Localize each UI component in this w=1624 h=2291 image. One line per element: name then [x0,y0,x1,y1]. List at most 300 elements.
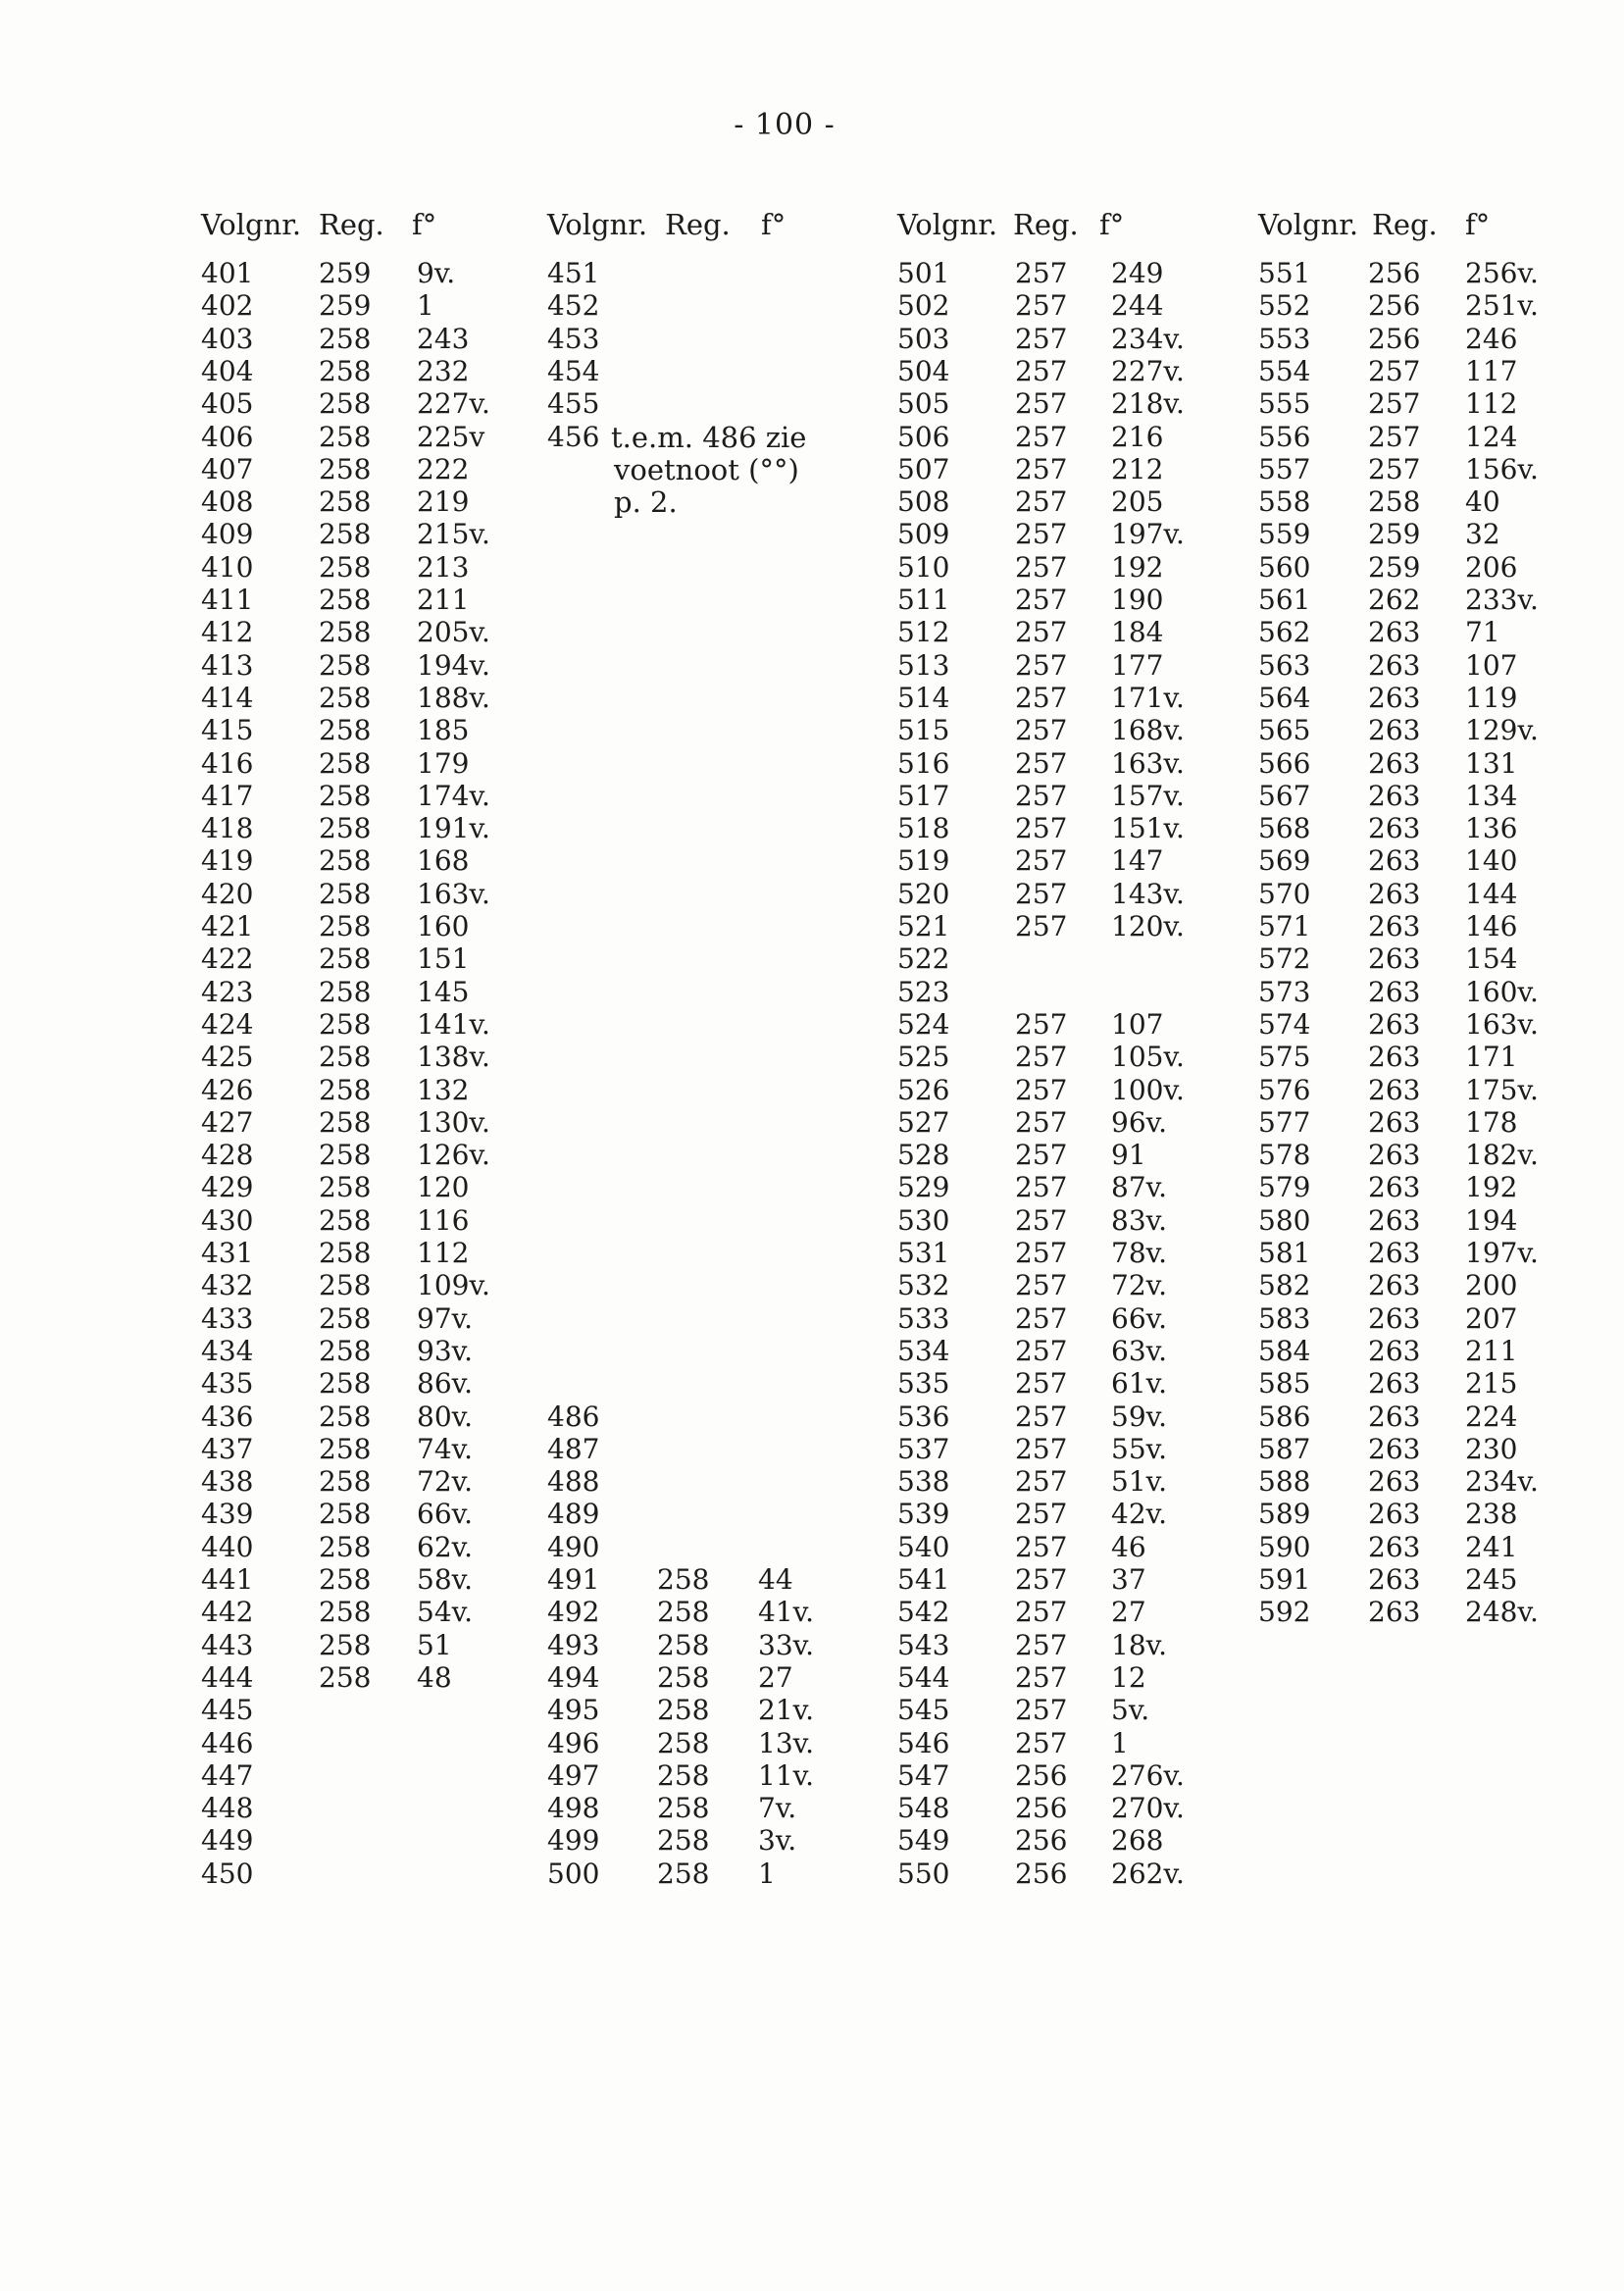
folio-cell: 72v. [1111,1269,1168,1302]
volgnr-cell: 424 [201,1007,254,1041]
folio-cell: 248v. [1465,1596,1539,1629]
volgnr-cell: 431 [201,1237,254,1269]
folio-cell: 1 [417,289,434,323]
folio-cell: 179 [417,746,470,780]
reg-cell: 257 [1015,1007,1068,1041]
volgnr-cell: 499 [547,1824,600,1858]
folio-cell: 184 [1111,616,1164,649]
folio-cell: 33v. [758,1628,815,1661]
folio-cell: 105v. [1111,1041,1185,1074]
volgnr-cell: 519 [897,844,950,878]
folio-cell: 9v. [417,257,456,289]
volgnr-cell: 506 [897,420,950,453]
reg-cell: 256 [1368,322,1421,355]
reg-cell: 259 [1368,518,1421,551]
header-volgnr: Volgnr. [201,208,302,241]
folio-cell: 144 [1465,877,1518,910]
volgnr-cell: 514 [897,681,950,714]
volgnr-cell: 582 [1258,1269,1311,1302]
reg-cell: 258 [657,1857,710,1890]
volgnr-cell: 561 [1258,584,1311,616]
folio-cell: 262v. [1111,1857,1185,1890]
reg-cell: 257 [1015,1203,1068,1237]
volgnr-cell: 450 [201,1857,254,1890]
reg-cell: 257 [1015,1073,1068,1106]
folio-cell: 97v. [417,1301,474,1335]
volgnr-cell: 534 [897,1334,950,1367]
volgnr-cell: 428 [201,1139,254,1172]
reg-cell: 257 [1015,584,1068,616]
folio-cell: 41v. [758,1596,815,1629]
reg-cell: 258 [319,354,372,387]
volgnr-cell: 550 [897,1857,950,1890]
volgnr-cell: 486 [547,1400,600,1433]
folio-cell: 58v. [417,1563,474,1596]
volgnr-cell: 521 [897,910,950,942]
reg-cell: 263 [1368,975,1421,1008]
header-volgnr: Volgnr. [1258,208,1359,241]
reg-cell: 257 [1015,1660,1068,1694]
folio-cell: 78v. [1111,1237,1168,1269]
volgnr-cell: 518 [897,812,950,845]
reg-cell: 258 [657,1694,710,1727]
folio-cell: 96v. [1111,1105,1168,1139]
folio-cell: 117 [1465,354,1518,387]
volgnr-cell: 553 [1258,322,1311,355]
volgnr-cell: 452 [547,289,600,323]
volgnr-cell: 453 [547,322,600,355]
volgnr-cell: 543 [897,1628,950,1661]
folio-cell: 205v. [417,616,490,649]
footnote-reference-line: voetnoot (°°) [614,452,799,486]
reg-cell: 263 [1368,1203,1421,1237]
volgnr-cell: 515 [897,714,950,747]
reg-cell: 258 [319,1139,372,1172]
reg-cell: 257 [1015,1694,1068,1727]
reg-cell: 258 [319,1400,372,1433]
folio-cell: 151v. [1111,812,1185,845]
reg-cell: 263 [1368,1563,1421,1596]
folio-cell: 224 [1465,1400,1518,1433]
volgnr-cell: 407 [201,452,254,485]
reg-cell: 257 [1015,714,1068,747]
reg-cell: 263 [1368,1596,1421,1629]
folio-cell: 174v. [417,779,490,812]
reg-cell: 258 [319,387,372,421]
reg-cell: 257 [1015,746,1068,780]
folio-cell: 21v. [758,1694,815,1727]
reg-cell: 258 [319,1269,372,1302]
folio-cell: 233v. [1465,584,1539,616]
reg-cell: 263 [1368,714,1421,747]
volgnr-cell: 532 [897,1269,950,1302]
reg-cell: 257 [1015,1105,1068,1139]
folio-cell: 191v. [417,812,490,845]
volgnr-cell: 426 [201,1073,254,1106]
folio-cell: 62v. [417,1530,474,1563]
reg-cell: 258 [319,877,372,910]
reg-cell: 258 [319,1073,372,1106]
volgnr-cell: 456 [547,420,600,453]
volgnr-cell: 520 [897,877,950,910]
folio-cell: 37 [1111,1563,1146,1596]
folio-cell: 218v. [1111,387,1185,421]
volgnr-cell: 566 [1258,746,1311,780]
volgnr-cell: 449 [201,1824,254,1858]
reg-cell: 257 [1015,844,1068,878]
volgnr-cell: 538 [897,1465,950,1499]
reg-cell: 257 [1015,1269,1068,1302]
folio-cell: 227v. [417,387,490,421]
volgnr-cell: 413 [201,648,254,682]
volgnr-cell: 544 [897,1660,950,1694]
volgnr-cell: 575 [1258,1041,1311,1074]
folio-cell: 126v. [417,1139,490,1172]
volgnr-cell: 411 [201,584,254,616]
folio-cell: 138v. [417,1041,490,1074]
folio-cell: 234v. [1111,322,1185,355]
folio-cell: 134 [1465,779,1518,812]
volgnr-cell: 512 [897,616,950,649]
volgnr-cell: 539 [897,1498,950,1531]
folio-cell: 120v. [1111,910,1185,942]
volgnr-cell: 436 [201,1400,254,1433]
volgnr-cell: 440 [201,1530,254,1563]
volgnr-cell: 402 [201,289,254,323]
folio-cell: 163v. [417,877,490,910]
folio-cell: 157v. [1111,779,1185,812]
folio-cell: 83v. [1111,1203,1168,1237]
volgnr-cell: 427 [201,1105,254,1139]
volgnr-cell: 488 [547,1465,600,1499]
reg-cell: 263 [1368,1498,1421,1531]
reg-cell: 258 [319,1465,372,1499]
volgnr-cell: 572 [1258,942,1311,976]
reg-cell: 263 [1368,844,1421,878]
reg-cell: 257 [1015,257,1068,289]
volgnr-cell: 417 [201,779,254,812]
folio-cell: 205 [1111,485,1164,519]
reg-cell: 257 [1015,387,1068,421]
volgnr-cell: 530 [897,1203,950,1237]
volgnr-cell: 573 [1258,975,1311,1008]
reg-cell: 258 [319,1334,372,1367]
reg-cell: 258 [319,910,372,942]
volgnr-cell: 414 [201,681,254,714]
folio-cell: 177 [1111,648,1164,682]
volgnr-cell: 423 [201,975,254,1008]
folio-cell: 215 [1465,1367,1518,1400]
volgnr-cell: 405 [201,387,254,421]
volgnr-cell: 548 [897,1792,950,1825]
reg-cell: 262 [1368,584,1421,616]
folio-cell: 72v. [417,1465,474,1499]
volgnr-cell: 504 [897,354,950,387]
folio-cell: 232 [417,354,470,387]
reg-cell: 256 [1015,1792,1068,1825]
reg-cell: 258 [657,1628,710,1661]
volgnr-cell: 404 [201,354,254,387]
reg-cell: 258 [657,1563,710,1596]
reg-cell: 257 [1368,452,1421,485]
volgnr-cell: 590 [1258,1530,1311,1563]
folio-cell: 61v. [1111,1367,1168,1400]
volgnr-cell: 584 [1258,1334,1311,1367]
reg-cell: 258 [319,550,372,584]
volgnr-cell: 568 [1258,812,1311,845]
folio-cell: 107 [1111,1007,1164,1041]
volgnr-cell: 558 [1258,485,1311,519]
reg-cell: 258 [319,1301,372,1335]
folio-cell: 211 [1465,1334,1518,1367]
volgnr-cell: 555 [1258,387,1311,421]
reg-cell: 258 [319,616,372,649]
reg-cell: 257 [1015,1530,1068,1563]
reg-cell: 258 [319,746,372,780]
folio-cell: 215v. [417,518,490,551]
volgnr-cell: 410 [201,550,254,584]
reg-cell: 263 [1368,1237,1421,1269]
folio-cell: 131 [1465,746,1518,780]
folio-cell: 216 [1111,420,1164,453]
reg-cell: 258 [657,1660,710,1694]
folio-cell: 54v. [417,1596,474,1629]
folio-cell: 109v. [417,1269,490,1302]
reg-cell: 256 [1015,1824,1068,1858]
reg-cell: 258 [657,1792,710,1825]
folio-cell: 225v [417,420,485,453]
reg-cell: 257 [1015,485,1068,519]
folio-cell: 185 [417,714,470,747]
reg-cell: 256 [1015,1758,1068,1792]
reg-cell: 259 [1368,550,1421,584]
folio-cell: 219 [417,485,470,519]
volgnr-cell: 589 [1258,1498,1311,1531]
reg-cell: 257 [1015,648,1068,682]
reg-cell: 257 [1015,354,1068,387]
header-folio: f° [761,208,787,241]
folio-cell: 86v. [417,1367,474,1400]
reg-cell: 258 [319,584,372,616]
folio-cell: 141v. [417,1007,490,1041]
folio-cell: 194 [1465,1203,1518,1237]
reg-cell: 258 [319,844,372,878]
folio-cell: 197v. [1465,1237,1539,1269]
folio-cell: 44 [758,1563,793,1596]
volgnr-cell: 447 [201,1758,254,1792]
folio-cell: 243 [417,322,470,355]
folio-cell: 13v. [758,1726,815,1759]
folio-cell: 12 [1111,1660,1146,1694]
volgnr-cell: 500 [547,1857,600,1890]
reg-cell: 258 [319,1007,372,1041]
volgnr-cell: 525 [897,1041,950,1074]
folio-cell: 190 [1111,584,1164,616]
volgnr-cell: 557 [1258,452,1311,485]
reg-cell: 258 [319,975,372,1008]
reg-cell: 257 [1015,1465,1068,1499]
volgnr-cell: 403 [201,322,254,355]
volgnr-cell: 556 [1258,420,1311,453]
reg-cell: 258 [319,452,372,485]
reg-cell: 258 [319,681,372,714]
reg-cell: 257 [1015,1432,1068,1465]
reg-cell: 258 [319,942,372,976]
reg-cell: 263 [1368,1334,1421,1367]
folio-cell: 1 [1111,1726,1129,1759]
reg-cell: 263 [1368,1007,1421,1041]
volgnr-cell: 522 [897,942,950,976]
volgnr-cell: 489 [547,1498,600,1531]
volgnr-cell: 524 [897,1007,950,1041]
reg-cell: 263 [1368,877,1421,910]
reg-cell: 257 [1015,1596,1068,1629]
volgnr-cell: 588 [1258,1465,1311,1499]
volgnr-cell: 494 [547,1660,600,1694]
reg-cell: 263 [1368,1105,1421,1139]
folio-cell: 1 [758,1857,776,1890]
volgnr-cell: 442 [201,1596,254,1629]
reg-cell: 257 [1015,1400,1068,1433]
volgnr-cell: 487 [547,1432,600,1465]
reg-cell: 263 [1368,1269,1421,1302]
reg-cell: 258 [319,1367,372,1400]
volgnr-cell: 507 [897,452,950,485]
folio-cell: 80v. [417,1400,474,1433]
volgnr-cell: 536 [897,1400,950,1433]
reg-cell: 257 [1368,354,1421,387]
reg-cell: 263 [1368,1530,1421,1563]
volgnr-cell: 528 [897,1139,950,1172]
folio-cell: 140 [1465,844,1518,878]
folio-cell: 200 [1465,1269,1518,1302]
folio-cell: 178 [1465,1105,1518,1139]
folio-cell: 182v. [1465,1139,1539,1172]
folio-cell: 124 [1465,420,1518,453]
folio-cell: 244 [1111,289,1164,323]
volgnr-cell: 546 [897,1726,950,1759]
volgnr-cell: 441 [201,1563,254,1596]
reg-cell: 263 [1368,1432,1421,1465]
volgnr-cell: 409 [201,518,254,551]
volgnr-cell: 502 [897,289,950,323]
volgnr-cell: 513 [897,648,950,682]
volgnr-cell: 547 [897,1758,950,1792]
folio-cell: 5v. [1111,1694,1150,1727]
reg-cell: 258 [657,1726,710,1759]
volgnr-cell: 491 [547,1563,600,1596]
reg-cell: 258 [319,1596,372,1629]
volgnr-cell: 559 [1258,518,1311,551]
reg-cell: 257 [1015,1171,1068,1204]
volgnr-cell: 439 [201,1498,254,1531]
header-reg: Reg. [1372,208,1438,241]
volgnr-cell: 542 [897,1596,950,1629]
folio-cell: 188v. [417,681,490,714]
volgnr-cell: 533 [897,1301,950,1335]
folio-cell: 66v. [417,1498,474,1531]
volgnr-cell: 576 [1258,1073,1311,1106]
folio-cell: 51v. [1111,1465,1168,1499]
reg-cell: 263 [1368,910,1421,942]
reg-cell: 258 [319,779,372,812]
reg-cell: 258 [319,648,372,682]
volgnr-cell: 498 [547,1792,600,1825]
volgnr-cell: 578 [1258,1139,1311,1172]
folio-cell: 222 [417,452,470,485]
folio-cell: 175v. [1465,1073,1539,1106]
reg-cell: 258 [319,1432,372,1465]
volgnr-cell: 448 [201,1792,254,1825]
reg-cell: 257 [1015,779,1068,812]
folio-cell: 213 [417,550,470,584]
reg-cell: 257 [1015,1301,1068,1335]
reg-cell: 256 [1368,257,1421,289]
volgnr-cell: 545 [897,1694,950,1727]
volgnr-cell: 421 [201,910,254,942]
volgnr-cell: 401 [201,257,254,289]
volgnr-cell: 537 [897,1432,950,1465]
reg-cell: 258 [319,1041,372,1074]
folio-cell: 136 [1465,812,1518,845]
reg-cell: 258 [319,420,372,453]
volgnr-cell: 577 [1258,1105,1311,1139]
reg-cell: 258 [1368,485,1421,519]
reg-cell: 258 [319,1498,372,1531]
reg-cell: 258 [319,1171,372,1204]
reg-cell: 263 [1368,812,1421,845]
reg-cell: 257 [1368,387,1421,421]
folio-cell: 212 [1111,452,1164,485]
volgnr-cell: 508 [897,485,950,519]
volgnr-cell: 554 [1258,354,1311,387]
folio-cell: 168 [417,844,470,878]
reg-cell: 256 [1015,1857,1068,1890]
reg-cell: 257 [1015,550,1068,584]
volgnr-cell: 419 [201,844,254,878]
folio-cell: 66v. [1111,1301,1168,1335]
folio-cell: 270v. [1111,1792,1185,1825]
volgnr-cell: 579 [1258,1171,1311,1204]
page-number: - 100 - [734,108,836,142]
folio-cell: 7v. [758,1792,797,1825]
header-reg: Reg. [665,208,731,241]
volgnr-cell: 495 [547,1694,600,1727]
folio-cell: 168v. [1111,714,1185,747]
volgnr-cell: 505 [897,387,950,421]
folio-cell: 234v. [1465,1465,1539,1499]
reg-cell: 258 [319,485,372,519]
volgnr-cell: 433 [201,1301,254,1335]
folio-cell: 100v. [1111,1073,1185,1106]
reg-cell: 257 [1015,420,1068,453]
reg-cell: 257 [1015,877,1068,910]
volgnr-cell: 583 [1258,1301,1311,1335]
folio-cell: 87v. [1111,1171,1168,1204]
folio-cell: 112 [417,1237,470,1269]
reg-cell: 257 [1015,812,1068,845]
folio-cell: 145 [417,975,470,1008]
reg-cell: 257 [1368,420,1421,453]
reg-cell: 263 [1368,1301,1421,1335]
reg-cell: 257 [1015,1367,1068,1400]
volgnr-cell: 565 [1258,714,1311,747]
volgnr-cell: 497 [547,1758,600,1792]
reg-cell: 257 [1015,1334,1068,1367]
reg-cell: 263 [1368,1367,1421,1400]
folio-cell: 107 [1465,648,1518,682]
reg-cell: 257 [1015,681,1068,714]
